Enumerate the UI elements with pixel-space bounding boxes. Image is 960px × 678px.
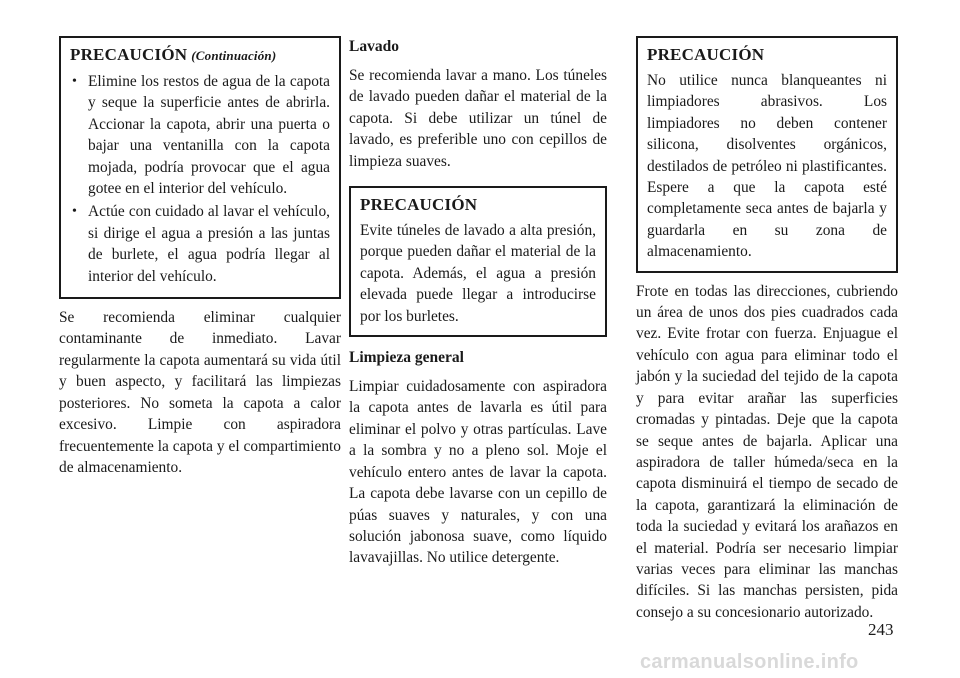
section-heading-general-cleaning: Limpieza general [349, 349, 464, 367]
bullet-icon: • [72, 74, 77, 89]
watermark: carmanualsonline.info [640, 651, 859, 673]
caution-title: PRECAUCIÓN [647, 45, 765, 64]
bullet-text: Elimine los restos de agua de la capota y seque la superficie antes de abrirla. Accionar la capota, abrir una puerta o bajar una ventanilla con la capota mojada, podría provocar que el agua gotee en el interior del vehículo. [88, 73, 330, 198]
bullet-icon: • [72, 204, 77, 220]
caution-title: PRECAUCIÓN [360, 195, 478, 215]
caution-text: No utilice nunca blanqueantes ni limpiadores abrasivos. Los limpiadores no deben contener silicona, disolventes orgánicos, destilados de petróleo ni plastificantes. Espere a que la capota esté completamente seca antes de bajarla y guardarla en su zona de almacenamiento. [647, 72, 887, 261]
column-left [59, 36, 341, 478]
caution-title-text: PRECAUCIÓN [70, 45, 188, 64]
caution-title [70, 44, 330, 67]
caution-bullet-list [70, 71, 330, 287]
body-paragraph: Frote en todas las direcciones, cubriendo un área de unos dos pies cuadrados cada vez. Evite frotar con fuerza. Enjuague el vehículo con agua para eliminar todo el jabón y la suciedad del tejido de la capota y para evitar arañar las superficies cromadas y pintadas. Deje que la capota se seque antes de bajarla. Aplicar una aspiradora de taller húmeda/seca en la capota disminuirá el tiempo de secado de la capota, garantizará la eliminación de toda la suciedad y evitará los arañazos en el material. Podría ser necesario limpiar varias veces para eliminar las manchas difíciles. Si las manchas persisten, pida consejo a su concesionario autorizado. [636, 282, 898, 621]
column-middle [349, 36, 607, 569]
caution-box-continued [59, 36, 341, 299]
caution-bullet-item [70, 201, 330, 287]
body-paragraph-general: Limpiar cuidadosamente con aspiradora la capota antes de lavarla es útil para eliminar el polvo y otras partículas. Lave a la sombra y no a pleno sol. Moje el vehículo entero antes de lavar la capota. La capota debe lavarse con un cepillo de púas suaves y naturales, y con una solución jabonosa suave, como líquido lavavajillas. No utilice detergente. [349, 378, 607, 567]
caution-box [636, 36, 898, 273]
body-paragraph: Se recomienda eliminar cualquier contaminante de inmediato. Lavar regularmente la capota aumentará su vida útil y buen aspecto, y facilitará las limpiezas posteriores. No someta la capota a calor excesivo. Limpie con aspiradora frecuentemente la capota y el compartimiento de almacenamiento. [59, 309, 341, 476]
column-right [636, 36, 898, 623]
caution-bullet-item [70, 71, 330, 199]
page-number: 243 [868, 620, 894, 639]
section-heading-wash: Lavado [349, 38, 399, 55]
caution-text: Evite túneles de lavado a alta presión, porque pueden dañar el material de la capota. Además, el agua a presión elevada puede llegar a introducirse por los burletes. [360, 222, 596, 325]
bullet-text: Actúe con cuidado al lavar el vehículo, si dirige el agua a presión a las juntas de burlete, el agua podría llegar al interior del vehículo. [88, 203, 330, 285]
continuation-label: (Continuación) [191, 48, 277, 63]
caution-box [349, 186, 607, 337]
body-paragraph-wash: Se recomienda lavar a mano. Los túneles de lavado pueden dañar el material de la capota. Si debe utilizar un túnel de lavado, es preferible uno con cepillos de limpieza suaves. [349, 67, 607, 170]
